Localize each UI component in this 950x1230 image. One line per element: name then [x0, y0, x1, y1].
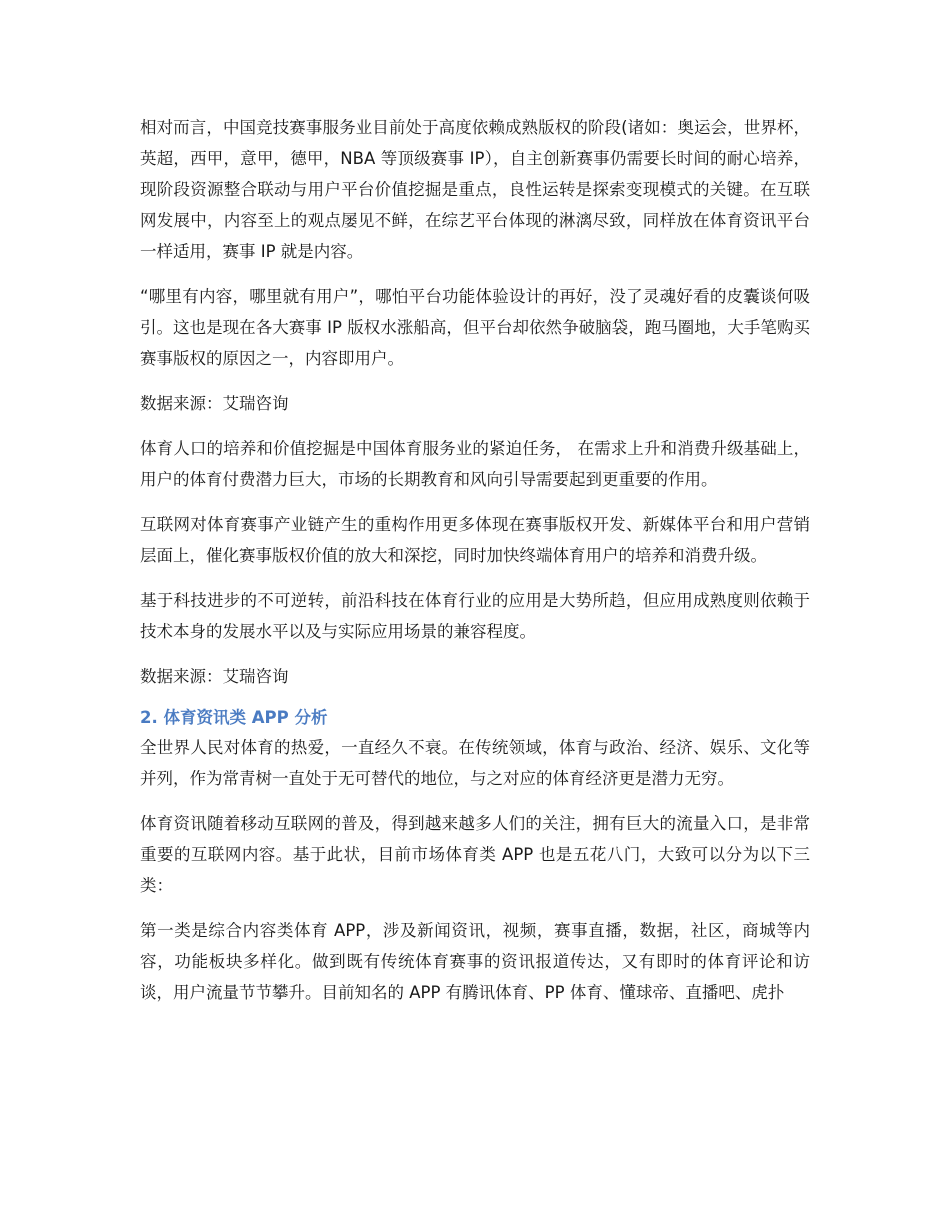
data-source-caption: 数据来源：艾瑞咨询: [140, 394, 289, 413]
paragraph-sports-passion: 全世界人民对体育的热爱，一直经久不衰。在传统领域，体育与政治、经济、娱乐、文化等并列，作为常青树一直处于无可替代的地位，与之对应的体育经济更是潜力无穷。: [140, 738, 810, 788]
paragraph-app-category-one: 第一类是综合内容类体育 APP，涉及新闻资讯，视频，赛事直播，数据，社区，商城等内容，功能板块多样化。做到既有传统体育赛事的资讯报道传达，又有即时的体育评论和访谈，用户流量节节攀升。目前知名的 APP 有腾讯体育、PP 体育、懂球帝、直播吧、虎扑: [140, 921, 810, 1002]
paragraph-sports-news-apps: 体育资讯随着移动互联网的普及，得到越来越多人们的关注，拥有巨大的流量入口，是非常重要的互联网内容。基于此状，目前市场体育类 APP 也是五花八门，大致可以分为以下三类：: [140, 814, 810, 895]
data-source-caption: 数据来源：艾瑞咨询: [140, 667, 289, 686]
paragraph-content-is-users: “哪里有内容，哪里就有用户”，哪怕平台功能体验设计的再好，没了灵魂好看的皮囊谈何吸引。这也是现在各大赛事 IP 版权水涨船高，但平台却依然争破脑袋，跑马圈地，大手笔购买赛事版权的原因之一，内容即用户。: [140, 287, 810, 368]
paragraph-sports-population: 体育人口的培养和价值挖掘是中国体育服务业的紧迫任务， 在需求上升和消费升级基础上，用户的体育付费潜力巨大，市场的长期教育和风向引导需要起到更重要的作用。: [140, 439, 810, 489]
section-heading: 2. 体育资讯类 APP 分析: [140, 708, 328, 727]
paragraph-copyright-dependence: 相对而言，中国竞技赛事服务业目前处于高度依赖成熟版权的阶段(诸如：奥运会，世界杯，英超，西甲，意甲，德甲，NBA 等顶级赛事 IP），自主创新赛事仍需要长时间的耐心培养，现阶段资源整合联动与用户平台价值挖掘是重点，良性运转是探索变现模式的关键。在互联网发展中，内容至上的观点屡见不鲜，在综艺平台体现的淋漓尽致，同样放在体育资讯平台一样适用，赛事 IP 就是内容。: [140, 118, 810, 261]
document-body: [140, 112, 810, 1022]
paragraph-internet-restructuring: 互联网对体育赛事产业链产生的重构作用更多体现在赛事版权开发、新媒体平台和用户营销层面上，催化赛事版权价值的放大和深挖，同时加快终端体育用户的培养和消费升级。: [140, 515, 810, 565]
paragraph-tech-progress: 基于科技进步的不可逆转，前沿科技在体育行业的应用是大势所趋，但应用成熟度则依赖于技术本身的发展水平以及与实际应用场景的兼容程度。: [140, 591, 810, 641]
